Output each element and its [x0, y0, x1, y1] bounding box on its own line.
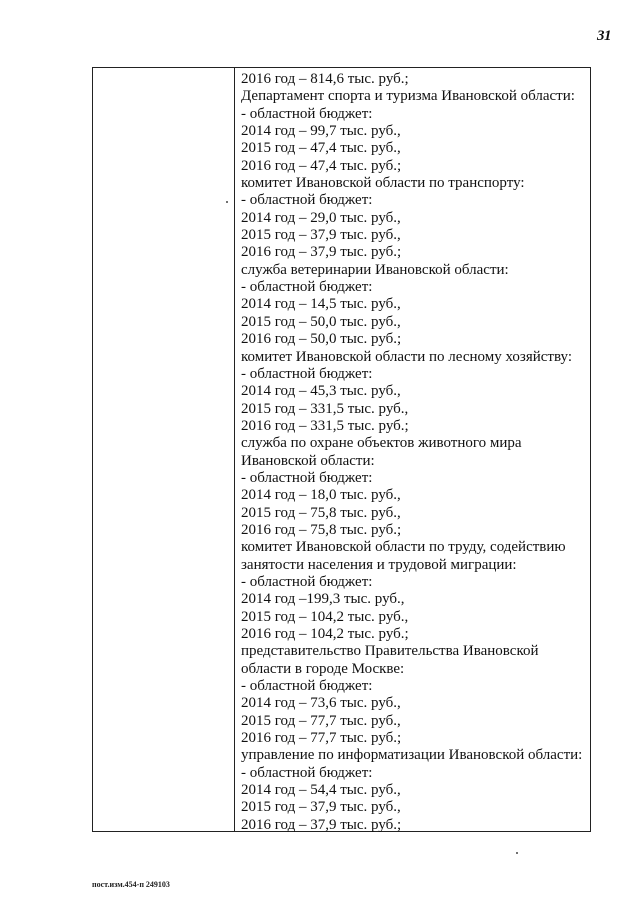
scan-speck — [516, 852, 518, 854]
funding-line: 2014 год – 45,3 тыс. руб., — [241, 383, 401, 400]
funding-line: - областной бюджет: — [241, 764, 373, 781]
funding-line: 2014 год – 73,6 тыс. руб., — [241, 695, 401, 712]
funding-line: 2016 год – 331,5 тыс. руб.; — [241, 417, 409, 434]
funding-line: 2016 год – 814,6 тыс. руб.; — [241, 71, 409, 87]
funding-line: 2015 год – 50,0 тыс. руб., — [241, 313, 401, 330]
scan-speck — [226, 201, 228, 203]
funding-line: 2015 год – 47,4 тыс. руб., — [241, 140, 401, 157]
funding-line: 2014 год – 54,4 тыс. руб., — [241, 782, 401, 799]
funding-line: Ивановской области: — [241, 452, 375, 469]
funding-line: - областной бюджет: — [241, 365, 373, 382]
funding-line: 2014 год – 99,7 тыс. руб., — [241, 123, 401, 140]
funding-line: 2015 год – 104,2 тыс. руб., — [241, 608, 409, 625]
funding-line: управление по информатизации Ивановской области: — [241, 747, 583, 764]
funding-line: 2016 год – 37,9 тыс. руб.; — [241, 816, 402, 833]
funding-line: - областной бюджет: — [241, 573, 373, 590]
funding-line: 2016 год – 75,8 тыс. руб.; — [241, 521, 402, 538]
funding-line: - областной бюджет: — [241, 105, 373, 122]
funding-line: 2015 год – 37,9 тыс. руб., — [241, 799, 401, 816]
funding-line: занятости населения и трудовой миграции: — [241, 556, 517, 573]
funding-line: 2016 год – 47,4 тыс. руб.; — [241, 157, 402, 174]
funding-text-column — [241, 71, 589, 834]
funding-line: 2016 год – 37,9 тыс. руб.; — [241, 244, 402, 261]
funding-line: 2015 год – 37,9 тыс. руб., — [241, 227, 401, 244]
funding-line: 2015 год – 75,8 тыс. руб., — [241, 504, 401, 521]
funding-line: 2014 год – 14,5 тыс. руб., — [241, 296, 401, 313]
document-footer-code: пост.изм.454-п 249103 — [92, 880, 170, 889]
funding-line: 2015 год – 77,7 тыс. руб., — [241, 712, 401, 729]
page-number: 31 — [597, 28, 611, 44]
funding-line: представительство Правительства Ивановской — [241, 643, 539, 660]
funding-line: 2015 год – 331,5 тыс. руб., — [241, 400, 409, 417]
funding-table — [92, 67, 591, 832]
funding-line: комитет Ивановской области по транспорту: — [241, 175, 525, 192]
funding-line: комитет Ивановской области по лесному хозяйству: — [241, 348, 572, 365]
funding-line: 2014 год – 29,0 тыс. руб., — [241, 209, 401, 226]
funding-line: комитет Ивановской области по труду, содействию — [241, 539, 566, 556]
funding-line: служба ветеринарии Ивановской области: — [241, 261, 509, 278]
funding-line: 2016 год – 50,0 тыс. руб.; — [241, 331, 402, 348]
funding-line: - областной бюджет: — [241, 678, 373, 695]
funding-line: 2014 год –199,3 тыс. руб., — [241, 591, 405, 608]
funding-line: - областной бюджет: — [241, 469, 373, 486]
funding-line: 2014 год – 18,0 тыс. руб., — [241, 487, 401, 504]
funding-line: Департамент спорта и туризма Ивановской области: — [241, 88, 575, 105]
funding-line: 2016 год – 104,2 тыс. руб.; — [241, 626, 409, 642]
funding-line: служба по охране объектов животного мира — [241, 435, 522, 452]
column-divider — [234, 68, 235, 831]
funding-line: - областной бюджет: — [241, 192, 373, 209]
funding-line: - областной бюджет: — [241, 279, 373, 296]
funding-line: 2016 год – 77,7 тыс. руб.; — [241, 730, 402, 747]
funding-line: области в городе Москве: — [241, 660, 405, 677]
